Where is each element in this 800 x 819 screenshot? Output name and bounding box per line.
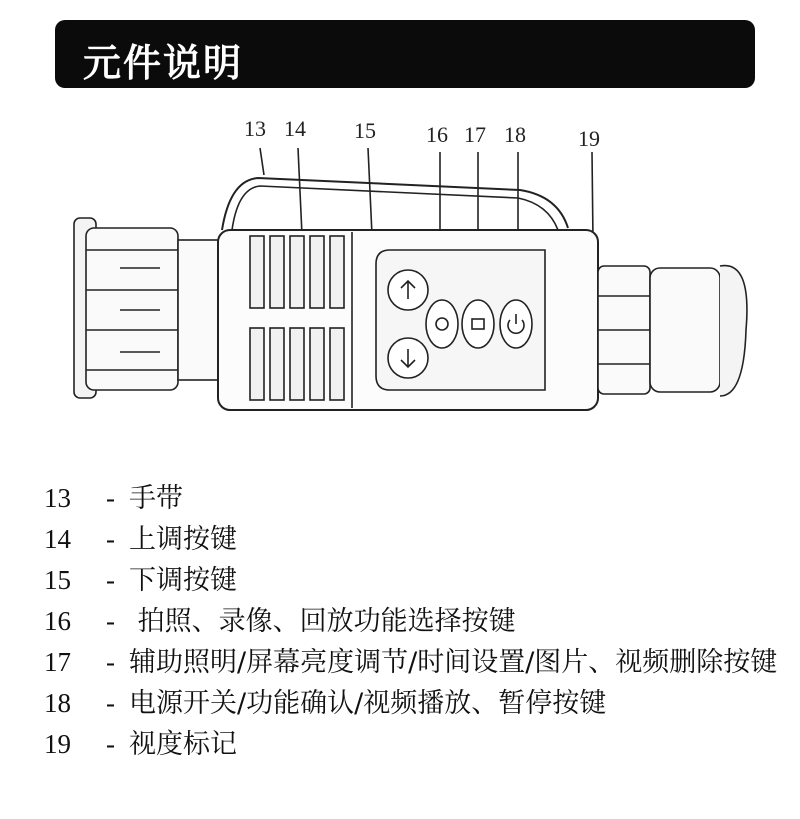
page-title: 元件说明 bbox=[83, 41, 244, 85]
callout-14: 14 bbox=[284, 116, 306, 141]
legend-item-14: 14 - 上调按键 bbox=[44, 519, 784, 560]
legend-number: 16 bbox=[44, 606, 71, 636]
legend-item-13: 13 - 手带 bbox=[44, 478, 784, 519]
legend-number: 13 bbox=[44, 483, 71, 513]
legend-item-18: 18 - 电源开关/功能确认/视频播放、暂停按键 bbox=[44, 683, 784, 724]
legend-number: 14 bbox=[44, 524, 71, 554]
legend-item-15: 15 - 下调按键 bbox=[44, 560, 784, 601]
legend-item-19: 19 - 视度标记 bbox=[44, 724, 784, 765]
hand-strap bbox=[222, 178, 568, 230]
leader-line-13 bbox=[260, 148, 264, 175]
eyecup bbox=[720, 266, 747, 396]
legend-text: 上调按键 bbox=[129, 524, 237, 555]
callout-16: 16 bbox=[426, 122, 448, 147]
legend-text: 下调按键 bbox=[129, 565, 237, 596]
legend-item-17: 17 - 辅助照明/屏幕亮度调节/时间设置/图片、视频删除按键 bbox=[44, 642, 784, 683]
legend-text: 视度标记 bbox=[129, 729, 237, 760]
eyepiece-barrel bbox=[650, 268, 720, 392]
legend-text: 电源开关/功能确认/视频播放、暂停按键 bbox=[129, 688, 607, 719]
legend-number: 17 bbox=[44, 647, 71, 677]
device-diagram bbox=[0, 100, 800, 440]
callout-13: 13 bbox=[244, 116, 266, 141]
mode-button bbox=[426, 300, 458, 348]
legend-text: 手带 bbox=[129, 483, 183, 514]
leader-line-14 bbox=[298, 148, 302, 235]
lens-neck bbox=[178, 240, 218, 380]
section-title-bar bbox=[55, 20, 755, 88]
legend-number: 18 bbox=[44, 688, 71, 718]
callout-17: 17 bbox=[464, 122, 486, 147]
legend-number: 15 bbox=[44, 565, 71, 595]
component-legend bbox=[44, 478, 784, 765]
legend-number: 19 bbox=[44, 729, 71, 759]
legend-text: 辅助照明/屏幕亮度调节/时间设置/图片、视频删除按键 bbox=[129, 647, 778, 678]
callout-18: 18 bbox=[504, 122, 526, 147]
legend-text: 拍照、录像、回放功能选择按键 bbox=[129, 606, 516, 637]
callout-15: 15 bbox=[354, 118, 376, 143]
hand-strap-inner bbox=[232, 186, 558, 230]
focus-ring bbox=[86, 228, 178, 390]
light-button bbox=[462, 300, 494, 348]
legend-item-16: 16 - 拍照、录像、回放功能选择按键 bbox=[44, 601, 784, 642]
callout-19: 19 bbox=[578, 126, 600, 151]
